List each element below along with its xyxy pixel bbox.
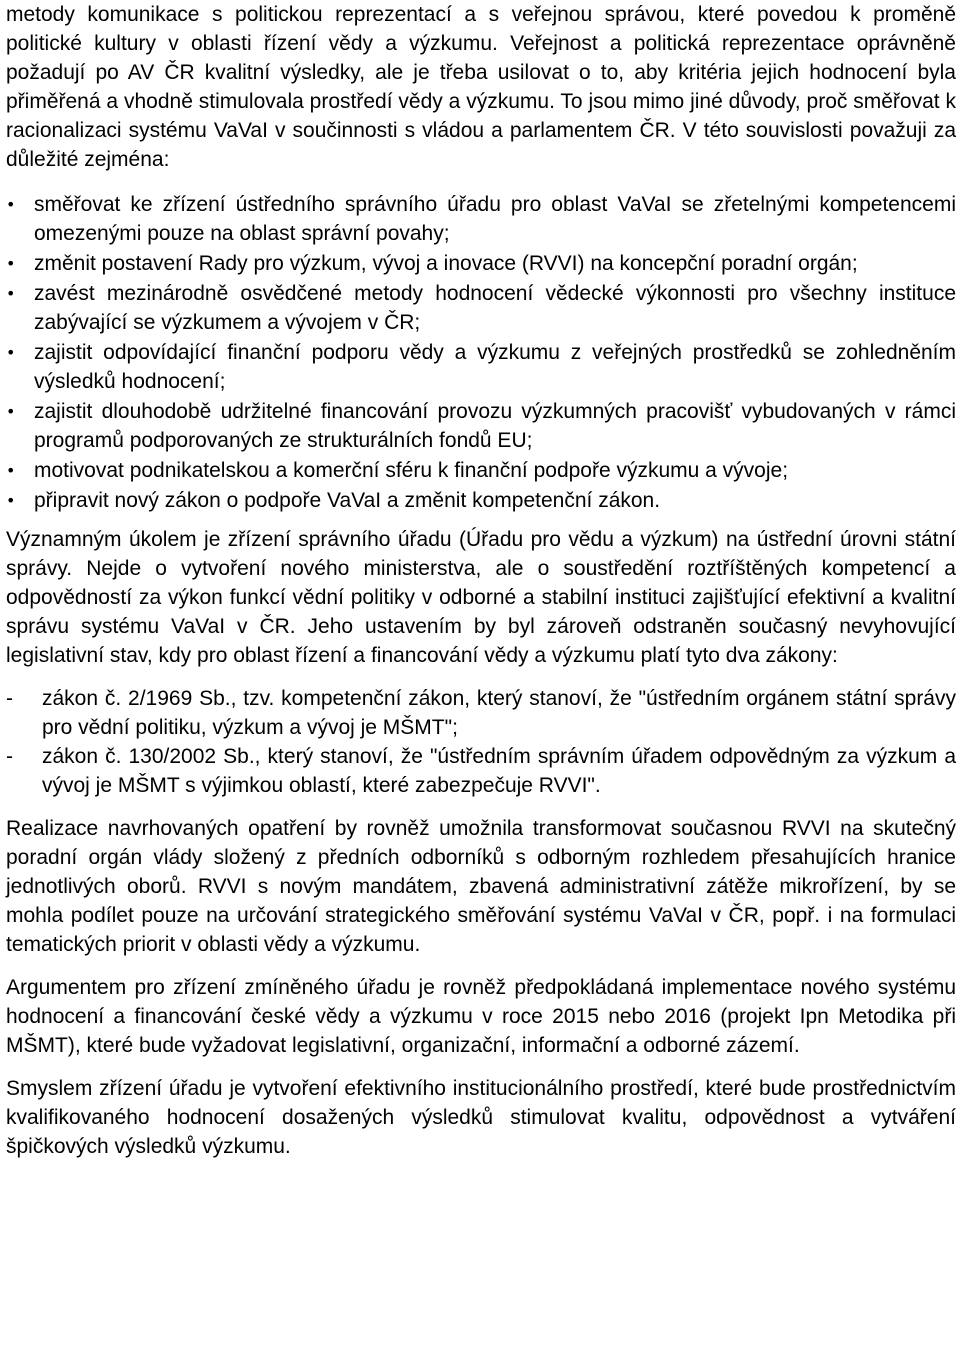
bullet-marker-icon: • (6, 284, 16, 303)
bullet-item (6, 486, 956, 515)
bullet-marker-icon: • (6, 254, 16, 273)
bullet-item (6, 456, 956, 485)
bullet-item-text: zajistit dlouhodobě udržitelné financování provozu výzkumných pracovišť vybudovaných v rámci programů podporovaných ze strukturálních fondů EU; (34, 400, 956, 452)
document-page (6, 0, 956, 1161)
bullet-item (6, 249, 956, 278)
bullet-marker-icon: • (6, 461, 16, 480)
bullet-item-text: motivovat podnikatelskou a komerční sféru k finanční podpoře výzkumu a vývoje; (34, 459, 789, 482)
bullet-item (6, 338, 956, 396)
realizace-paragraph: Realizace navrhovaných opatření by rovněž umožnila transformovat současnou RVVI na skutečný poradní orgán vlády složený z předních odborníků s odborným rozhledem přesahujících hranice jednotlivých oborů. RVVI s novým mandátem, zbavená administrativní zátěže mikrořízení, by se mohla podílet pouze na určování strategického směřování systému VaVaI v ČR, popř. i na formulaci tematických priorit v oblasti vědy a výzkumu. (6, 817, 956, 956)
law-item (6, 742, 956, 800)
bullet-item-text: směřovat ke zřízení ústředního správního úřadu pro oblast VaVaI se zřetelnými kompetencemi omezenými pouze na oblast správní povahy; (34, 193, 956, 245)
bullet-item-text: zajistit odpovídající finanční podporu vědy a výzkumu z veřejných prostředků se zohledněním výsledků hodnocení; (34, 341, 956, 393)
dash-marker-icon: - (6, 745, 13, 768)
argument-paragraph: Argumentem pro zřízení zmíněného úřadu je rovněž předpokládaná implementace nového systému hodnocení a financování české vědy a výzkumu v roce 2015 nebo 2016 (projekt Ipn Metodika při MŠMT), které bude vyžadovat legislativní, organizační, informační a odborné zázemí. (6, 976, 956, 1057)
urad-paragraph: Významným úkolem je zřízení správního úřadu (Úřadu pro vědu a výzkum) na ústřední úrovni státní správy. Nejde o vytvoření nového ministerstva, ale o soustředění roztříštěných kompetencí a odpovědností za výkon funkcí vědní politiky v odborné a stabilní instituci zajišťující efektivní a kvalitní správu systému VaVaI v ČR. Jeho ustavením by byl zároveň odstraněn současný nevyhovující legislativní stav, kdy pro oblast řízení a financování vědy a výzkumu platí tyto dva zákony: (6, 528, 956, 667)
bullet-marker-icon: • (6, 402, 16, 421)
bullet-marker-icon: • (6, 195, 16, 214)
priorities-bullet-list (6, 190, 956, 515)
bullet-item-text: zavést mezinárodně osvědčené metody hodnocení vědecké výkonnosti pro všechny instituce zabývající se výzkumem a vývojem v ČR; (34, 282, 956, 334)
bullet-item-text: připravit nový zákon o podpoře VaVaI a změnit kompetenční zákon. (34, 489, 661, 512)
bullet-marker-icon: • (6, 343, 16, 362)
bullet-item (6, 190, 956, 248)
bullet-item (6, 397, 956, 455)
bullet-item-text: změnit postavení Rady pro výzkum, vývoj a inovace (RVVI) na koncepční poradní orgán; (34, 252, 858, 275)
law-item (6, 684, 956, 742)
smysl-paragraph: Smyslem zřízení úřadu je vytvoření efektivního institucionálního prostředí, které bude prostřednictvím kvalifikovaného hodnocení dosažených výsledků stimulovat kvalitu, odpovědnost a vytváření špičkových výsledků výzkumu. (6, 1077, 956, 1158)
law-item-text: zákon č. 2/1969 Sb., tzv. kompetenční zákon, který stanoví, že "ústředním orgánem státní správy pro vědní politiku, výzkum a vývoj je MŠMT"; (42, 687, 956, 739)
bullet-marker-icon: • (6, 491, 16, 510)
dash-marker-icon: - (6, 687, 13, 710)
bullet-item (6, 279, 956, 337)
intro-paragraph: metody komunikace s politickou reprezentací a s veřejnou správou, které povedou k proměně politické kultury v oblasti řízení vědy a výzkumu. Veřejnost a politická reprezentace oprávněně požadují po AV ČR kvalitní výsledky, ale je třeba usilovat o to, aby kritéria jejich hodnocení byla přiměřená a vhodně stimulovala prostředí vědy a výzkumu. To jsou mimo jiné důvody, proč směřovat k racionalizaci systému VaVaI v součinnosti s vládou a parlamentem ČR. V této souvislosti považuji za důležité zejména: (6, 3, 956, 171)
law-item-text: zákon č. 130/2002 Sb., který stanoví, že "ústředním správním úřadem odpovědným za výzkum a vývoj je MŠMT s výjimkou oblastí, které zabezpečuje RVVI". (42, 745, 956, 797)
laws-dash-list (6, 684, 956, 800)
